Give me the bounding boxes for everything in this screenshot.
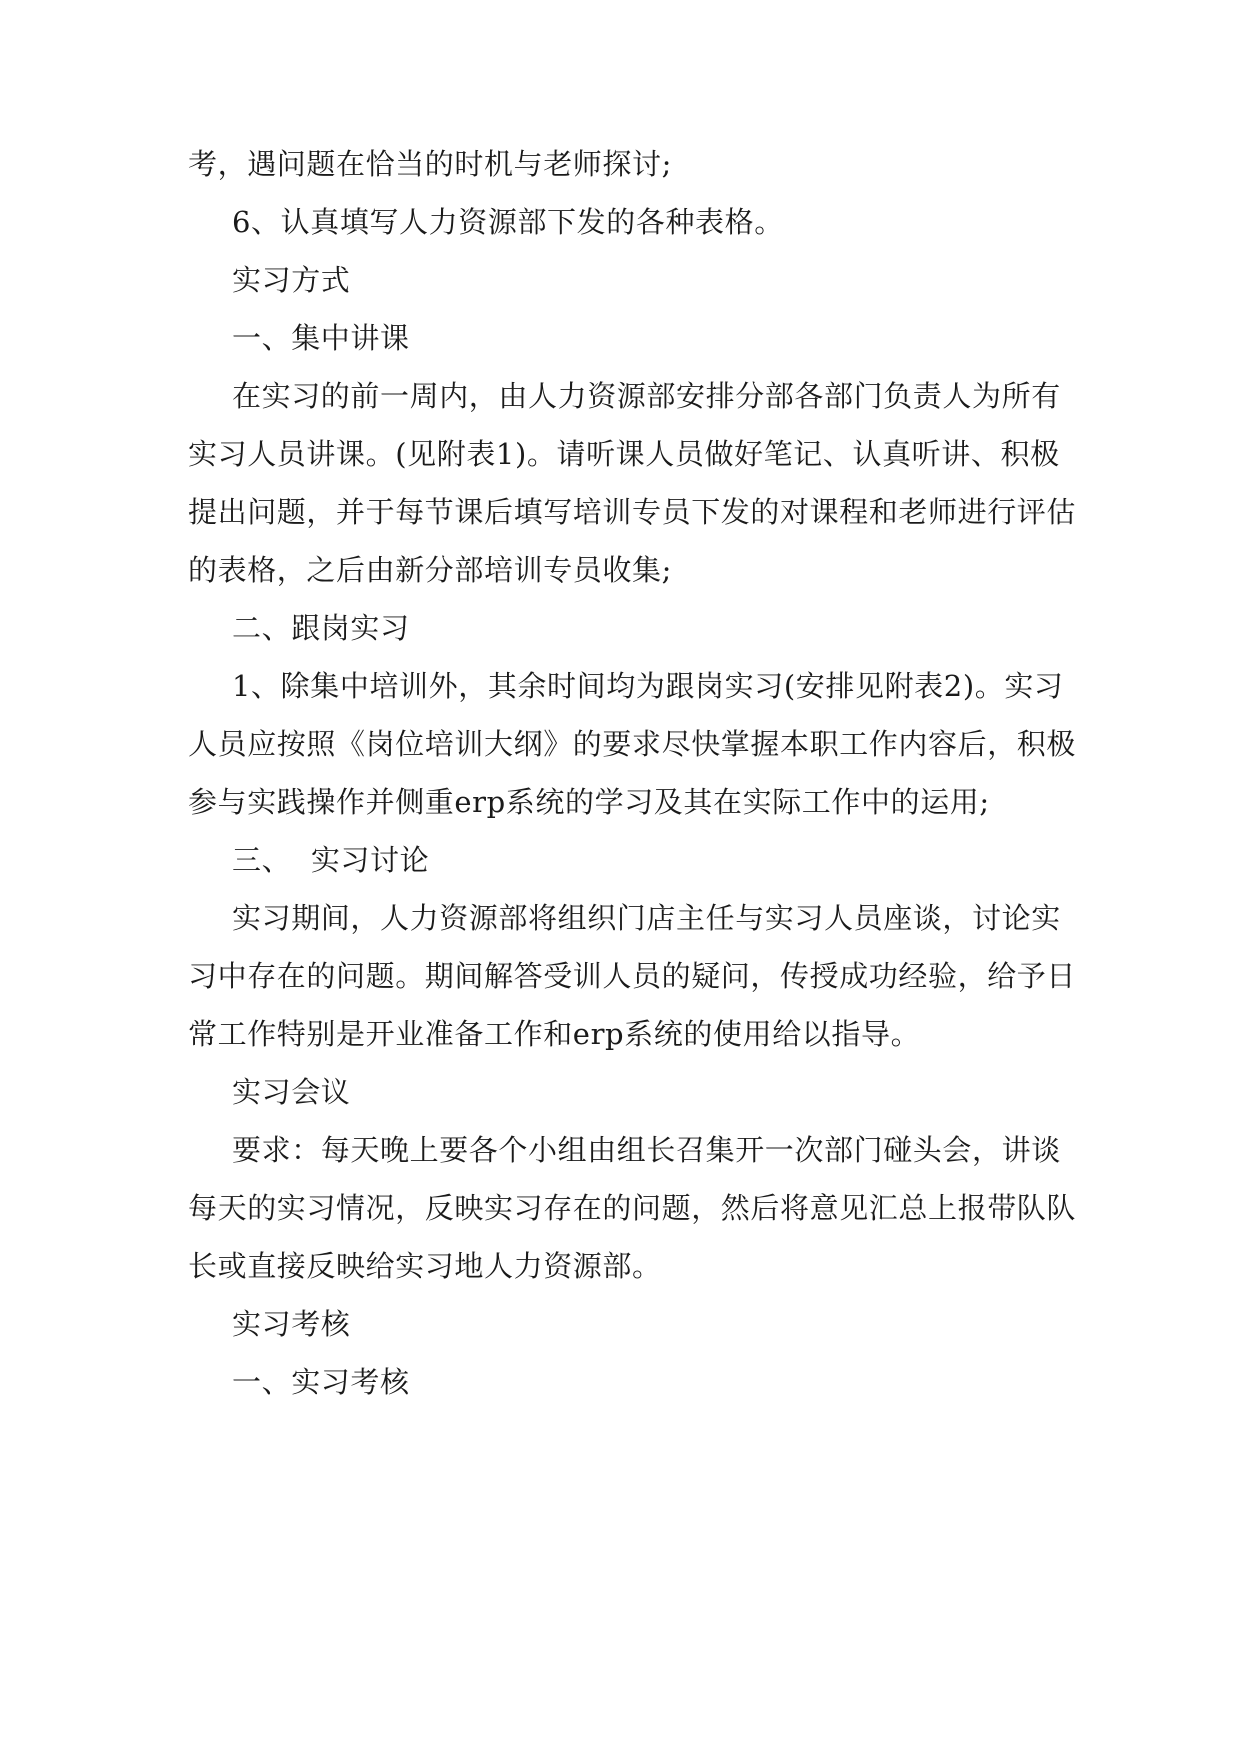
paragraph-line: 实习人员讲课。(见附表1)。请听课人员做好笔记、认真听讲、积极 [188, 437, 1060, 471]
paragraph-line: 每天的实习情况，反映实习存在的问题，然后将意见汇总上报带队队 [188, 1191, 1077, 1225]
paragraph-line: 人员应按照《岗位培训大纲》的要求尽快掌握本职工作内容后，积极 [188, 727, 1077, 761]
text-line: 考，遇问题在恰当的时机与老师探讨; [188, 147, 672, 181]
paragraph-line: 在实习的前一周内，由人力资源部安排分部各部门负责人为所有 [232, 379, 1061, 413]
subsection-heading: 一、集中讲课 [232, 321, 410, 355]
paragraph-line: 1、除集中培训外，其余时间均为跟岗实习(安排见附表2)。实习 [232, 669, 1064, 703]
paragraph-line: 要求：每天晚上要各个小组由组长召集开一次部门碰头会，讲谈 [232, 1133, 1061, 1167]
paragraph-line: 提出问题，并于每节课后填写培训专员下发的对课程和老师进行评估 [188, 495, 1077, 529]
section-heading: 实习考核 [232, 1307, 351, 1341]
paragraph-line: 长或直接反映给实习地人力资源部。 [188, 1249, 662, 1283]
paragraph-line: 常工作特别是开业准备工作和erp系统的使用给以指导。 [188, 1017, 921, 1051]
paragraph-line: 实习期间，人力资源部将组织门店主任与实习人员座谈，讨论实 [232, 901, 1061, 935]
list-item: 6、认真填写人力资源部下发的各种表格。 [232, 205, 784, 239]
subsection-heading: 二、跟岗实习 [232, 611, 410, 645]
section-heading: 实习方式 [232, 263, 351, 297]
paragraph-line: 的表格，之后由新分部培训专员收集; [188, 553, 672, 587]
section-heading: 实习会议 [232, 1075, 351, 1109]
paragraph-line: 参与实践操作并侧重erp系统的学习及其在实际工作中的运用; [188, 785, 990, 819]
subsection-heading: 一、实习考核 [232, 1365, 410, 1399]
subsection-heading: 三、 实习讨论 [232, 843, 430, 877]
paragraph-line: 习中存在的问题。期间解答受训人员的疑问，传授成功经验，给予日 [188, 959, 1077, 993]
